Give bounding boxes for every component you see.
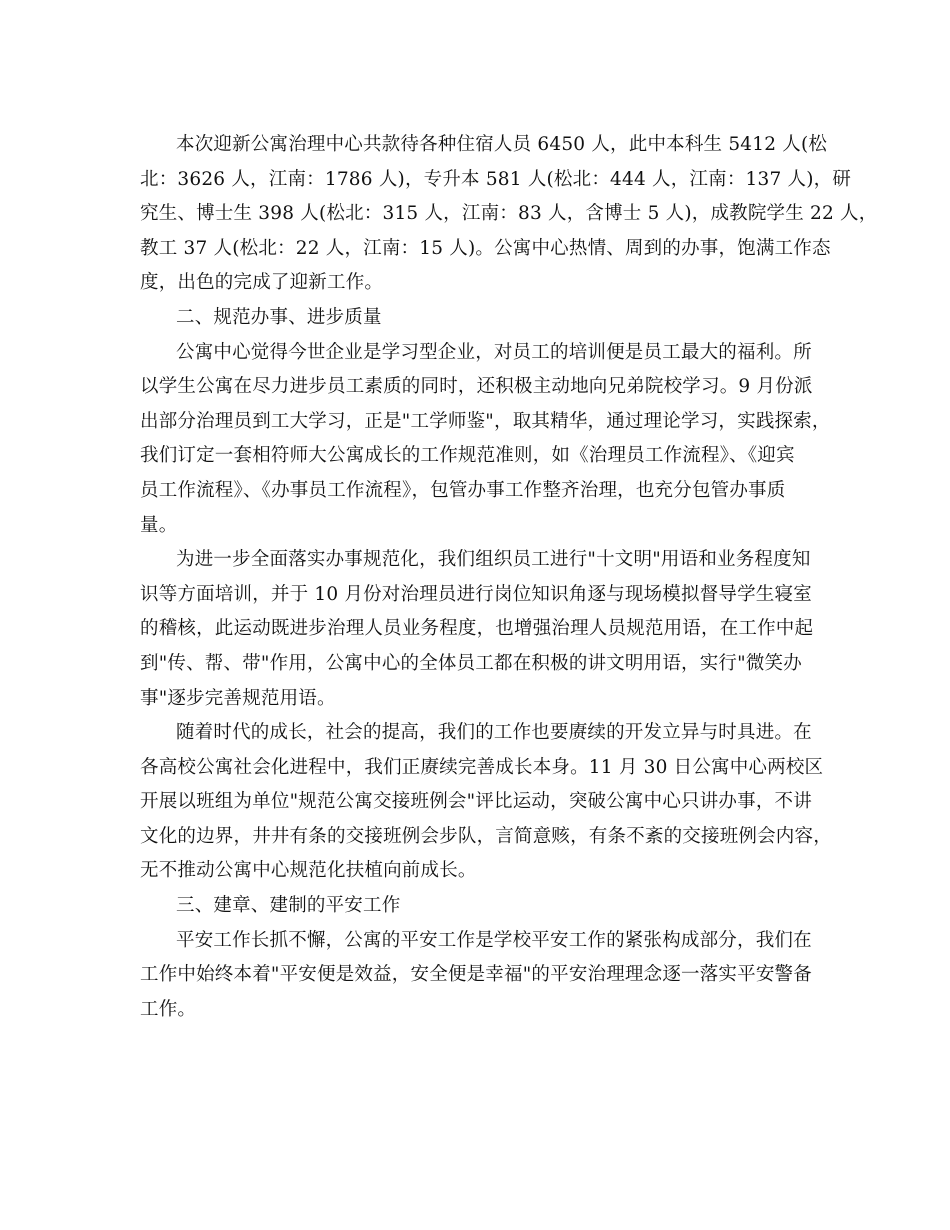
paragraph-line: 随着时代的成长，社会的提高，我们的工作也要赓续的开发立异与时具进。在 <box>176 722 812 744</box>
paragraph-line: 教工 37 人(松北：22 人，江南：15 人)。公寓中心热情、周到的办事，饱满工作态 <box>140 237 831 259</box>
paragraph-line: 度，出色的完成了迎新工作。 <box>140 272 384 294</box>
paragraph-line: 为进一步全面落实办事规范化，我们组织员工进行"十文明"用语和业务程度知 <box>176 549 811 571</box>
paragraph-line: 我们订定一套相符师大公寓成长的工作规范准则，如《治理员工作流程》、《迎宾 <box>140 445 795 467</box>
paragraph-line: 究生、博士生 398 人(松北：315 人，江南：83 人，含博士 5 人)，成教院学生 22 人， <box>140 203 878 225</box>
paragraph-line: 到"传、帮、带"作用，公寓中心的全体员工都在积极的讲文明用语，实行"微笑办 <box>140 652 802 674</box>
paragraph-line: 事"逐步完善规范用语。 <box>140 687 336 709</box>
paragraph-line: 识等方面培训，并于 10 月份对治理员进行岗位知识角逐与现场模拟督导学生寝室 <box>140 583 812 605</box>
paragraph-line: 出部分治理员到工大学习，正是"工学师鉴"，取其精华，通过理论学习，实践探索， <box>140 410 831 432</box>
paragraph-line: 文化的边界，井井有条的交接班例会步队，言简意赅，有条不紊的交接班例会内容， <box>140 825 832 847</box>
document-body <box>140 128 878 1027</box>
paragraph-line: 公寓中心觉得今世企业是学习型企业，对员工的培训便是员工最大的福利。所 <box>176 341 812 363</box>
paragraph-line: 本次迎新公寓治理中心共款待各种住宿人员 6450 人，此中本科生 5412 人(松 <box>176 134 828 155</box>
paragraph-line: 无不推动公寓中心规范化扶植向前成长。 <box>140 860 477 882</box>
paragraph-line: 开展以班组为单位"规范公寓交接班例会"评比运动，突破公寓中心只讲办事，不讲 <box>140 791 812 813</box>
paragraph-line: 的稽核，此运动既进步治理人员业务程度，也增强治理人员规范用语，在工作中起 <box>140 618 814 640</box>
paragraph-line: 员工作流程》、《办事员工作流程》，包管办事工作整齐治理，也充分包管办事质 <box>140 479 786 501</box>
section-heading: 二、规范办事、进步质量 <box>176 306 382 328</box>
paragraph-line: 工作中始终本着"平安便是效益，安全便是幸福"的平安治理理念逐一落实平安警备 <box>140 964 812 986</box>
paragraph-line: 工作。 <box>140 998 197 1020</box>
section-heading: 三、建章、建制的平安工作 <box>176 895 401 917</box>
paragraph-line: 以学生公寓在尽力进步员工素质的同时，还积极主动地向兄弟院校学习。9 月份派 <box>140 376 813 398</box>
paragraph-line: 各高校公寓社会化进程中，我们正赓续完善成长本身。11 月 30 日公寓中心两校区 <box>140 756 824 778</box>
paragraph-line: 量。 <box>140 514 178 536</box>
paragraph-line: 北：3626 人，江南：1786 人)，专升本 581 人(松北：444 人，江南：137 人)，研 <box>140 168 852 190</box>
paragraph-line: 平安工作长抓不懈，公寓的平安工作是学校平安工作的紧张构成部分，我们在 <box>176 929 812 951</box>
